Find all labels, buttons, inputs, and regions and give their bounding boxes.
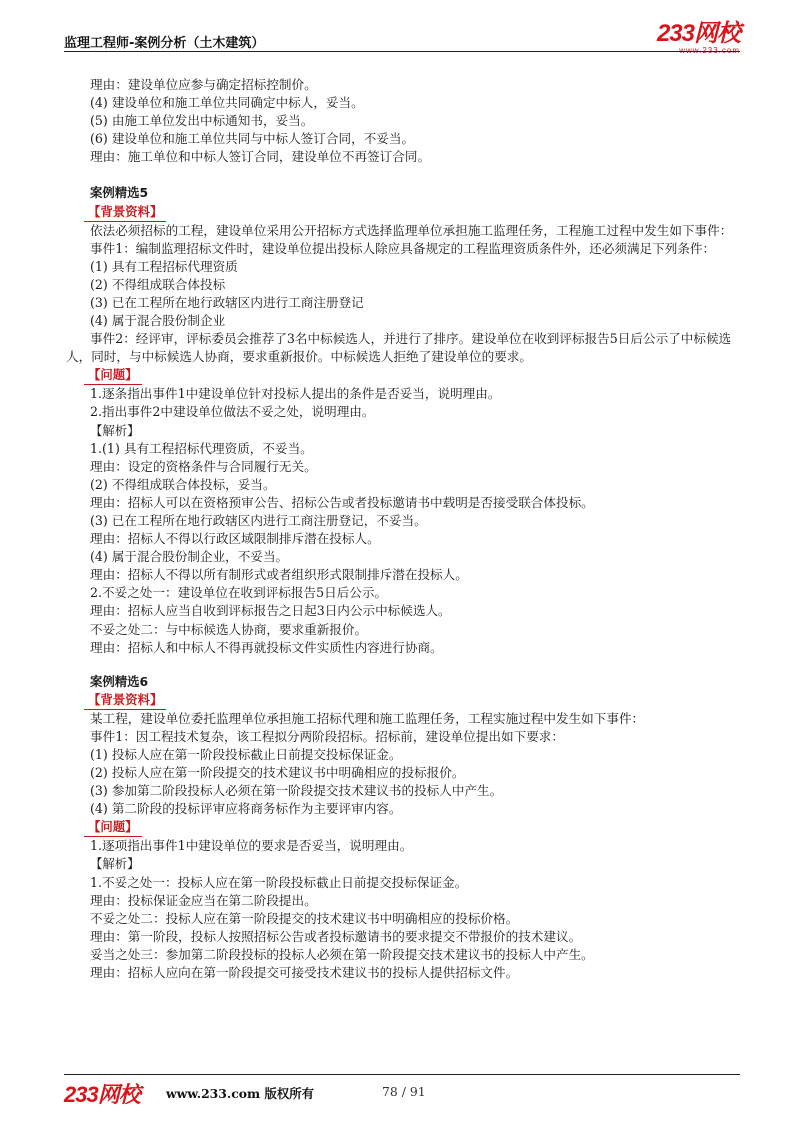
case5-background-tag: 【背景资料】 (84, 204, 166, 222)
case6-background-tag: 【背景资料】 (84, 692, 166, 710)
case6-intro: 某工程，建设单位委托监理单位承担施工招标代理和施工监理任务，工程实施过程中发生如下事件： (90, 710, 645, 726)
case6-requirement: (3) 参加第二阶段投标人必须在第一阶段提交技术建议书的投标人中产生。 (90, 783, 503, 799)
case5-question: 1.逐条指出事件1中建设单位针对投标人提出的条件是否妥当，说明理由。 (90, 386, 501, 402)
page-header (64, 20, 740, 55)
case5-answer: 理由：招标人不得以行政区域限制排斥潜在投标人。 (90, 531, 380, 547)
case6-requirement: (1) 投标人应在第一阶段投标截止日前提交投标保证金。 (90, 747, 402, 762)
top-line: 理由：建设单位应参与确定招标控制价。 (90, 77, 317, 92)
case5-answer: (2) 不得组成联合体投标，妥当。 (90, 476, 276, 492)
case6-answer: 理由：招标人应向在第一阶段提交可接受技术建议书的投标人提供招标文件。 (90, 965, 519, 981)
case5-analysis-tag: 【解析】 (90, 422, 140, 438)
case6-analysis-tag: 【解析】 (90, 856, 140, 872)
case5-event2: 事件2：经评审，评标委员会推荐了3名中标候选人，并进行了排序。建设单位在收到评标报告5日后公示了中标候选人，同时，与中标候选人协商，要求重新报价。中标候选人拒绝了建设单位的要求。 (66, 331, 732, 365)
case6-event1: 事件1：因工程技术复杂，该工程拟分两阶段招标。招标前，建设单位提出如下要求： (90, 728, 564, 744)
top-line: (4) 建设单位和施工单位共同确定中标人，妥当。 (90, 95, 364, 111)
case6-question-tag: 【问题】 (84, 819, 142, 837)
top-line: 理由：施工单位和中标人签订合同，建设单位不再签订合同。 (90, 149, 431, 165)
case5-answer: 理由：招标人不得以所有制形式或者组织形式限制排斥潜在投标人。 (90, 567, 468, 583)
case5-event1: 事件1：编制监理招标文件时，建设单位提出投标人除应具备规定的工程监理资质条件外，还必须满足下列条件： (90, 240, 716, 256)
page-content (66, 76, 740, 982)
case5-answer: 不妥之处二：与中标候选人协商，要求重新报价。 (90, 621, 368, 637)
case5-answer: (4) 属于混合股份制企业，不妥当。 (90, 549, 289, 565)
footer-divider (64, 1074, 740, 1075)
header-divider (64, 51, 740, 52)
case6-answer: 妥当之处三：参加第二阶段投标的投标人必须在第一阶段提交技术建议书的投标人中产生。 (90, 946, 594, 962)
case5-intro: 依法必须招标的工程，建设单位采用公开招标方式选择监理单位承担施工监理任务，工程施工过程中发生如下事件： (90, 222, 733, 238)
case5-answer: 理由：招标人可以在资格预审公告、招标公告或者投标邀请书中载明是否接受联合体投标。 (90, 494, 594, 510)
case5-answer: 理由：设定的资格条件与合同履行无关。 (90, 458, 317, 474)
brand-logo-url: www.233.com (679, 46, 740, 55)
case5-title: 案例精选5 (90, 185, 149, 201)
case6-requirement: (2) 投标人应在第一阶段提交的技术建议书中明确相应的投标报价。 (90, 765, 465, 781)
case5-answer: (3) 已在工程所在地行政辖区内进行工商注册登记，不妥当。 (90, 512, 427, 528)
top-line: (6) 建设单位和施工单位共同与中标人签订合同，不妥当。 (90, 131, 415, 147)
case5-condition: (1) 具有工程招标代理资质 (90, 258, 238, 274)
case5-answer: 1.(1) 具有工程招标代理资质，不妥当。 (90, 440, 313, 456)
case6-requirement: (4) 第二阶段的投标评审应将商务标作为主要评审内容。 (90, 801, 402, 817)
case5-condition: (4) 属于混合股份制企业 (90, 313, 226, 329)
case6-answer: 不妥之处二：投标人应在第一阶段提交的技术建议书中明确相应的投标价格。 (90, 910, 519, 926)
footer-logo: 233网校 (64, 1082, 140, 1107)
case5-condition: (2) 不得组成联合体投标 (90, 276, 226, 292)
case5-question-tag: 【问题】 (84, 367, 142, 385)
case5-condition: (3) 已在工程所在地行政辖区内进行工商注册登记 (90, 294, 364, 310)
page-footer (64, 1076, 740, 1106)
top-line: (5) 由施工单位发出中标通知书，妥当。 (90, 113, 314, 129)
case6-answer: 理由：第一阶段，投标人按照招标公告或者投标邀请书的要求提交不带报价的技术建议。 (90, 928, 582, 944)
footer-copyright: www.233.com 版权所有 (166, 1086, 315, 1101)
case6-answer: 1.不妥之处一：投标人应在第一阶段投标截止日前提交投标保证金。 (90, 874, 468, 890)
case5-answer: 2.不妥之处一：建设单位在收到评标报告5日后公示。 (90, 585, 388, 601)
case6-answer: 理由：投标保证金应当在第二阶段提出。 (90, 892, 317, 908)
brand-logo-text: 233网校 (656, 20, 740, 47)
case6-question: 1.逐项指出事件1中建设单位的要求是否妥当，说明理由。 (90, 838, 413, 854)
case5-answer: 理由：招标人应当自收到评标报告之日起3日内公示中标候选人。 (90, 603, 451, 619)
header-title: 监理工程师-案例分析（土木建筑） (64, 36, 265, 51)
page-number: 78 / 91 (382, 1084, 426, 1099)
case6-title: 案例精选6 (90, 673, 149, 689)
case5-answer: 理由：招标人和中标人不得再就投标文件实质性内容进行协商。 (90, 639, 443, 655)
case5-question: 2.指出事件2中建设单位做法不妥之处，说明理由。 (90, 404, 375, 420)
